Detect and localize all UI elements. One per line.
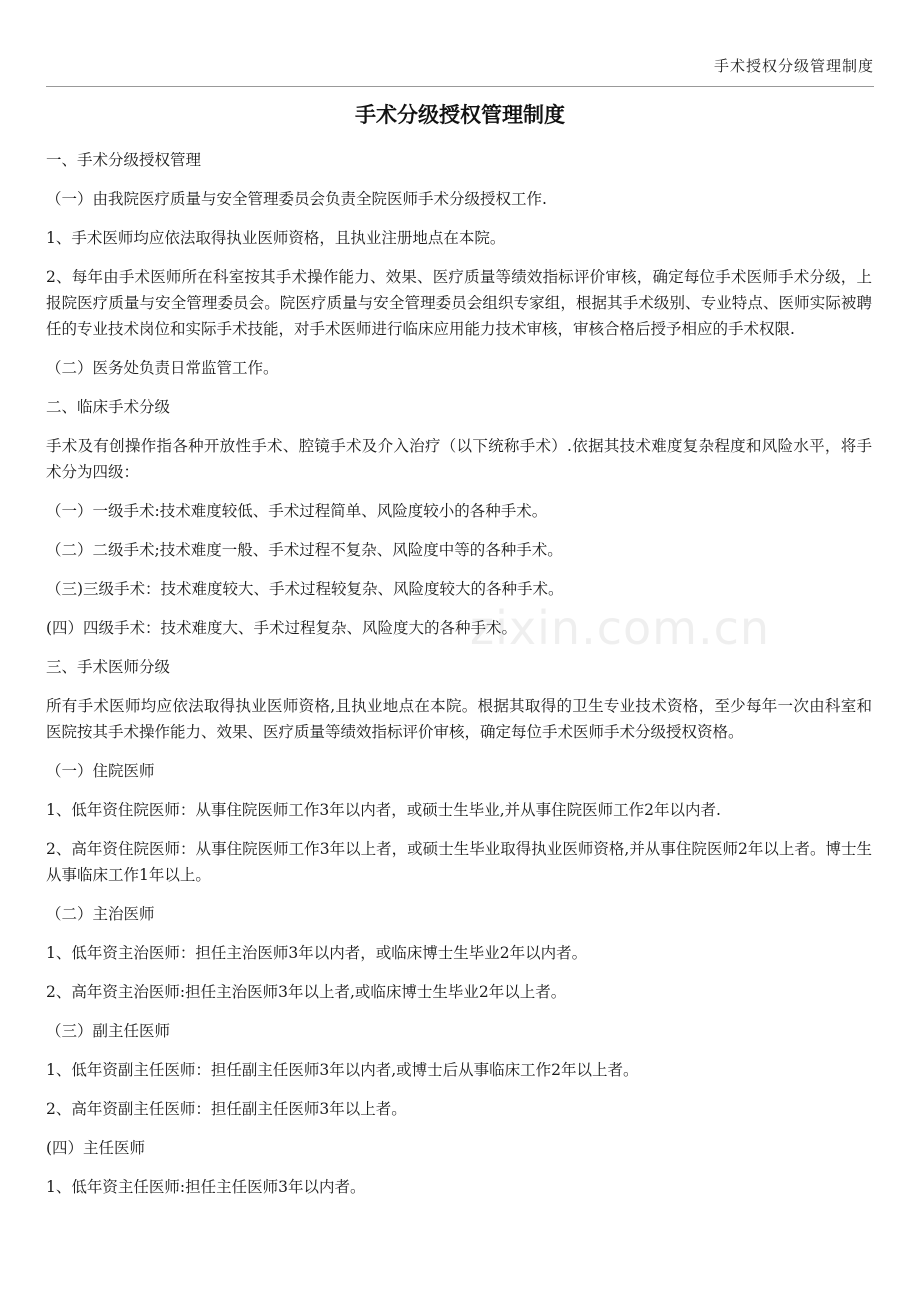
paragraph: 1、手术医师均应依法取得执业医师资格，且执业注册地点在本院。: [46, 229, 506, 247]
paragraph: 1、低年资主任医师:担任主任医师3年以内者。: [46, 1178, 366, 1196]
paragraph: (四）四级手术：技术难度大、手术过程复杂、风险度大的各种手术。: [46, 619, 518, 637]
subsection-heading: （一）住院医师: [46, 762, 155, 780]
paragraph: （二）医务处负责日常监管工作。: [46, 359, 279, 377]
subsection-heading: (四）主任医师: [46, 1139, 146, 1157]
running-header: 手术授权分级管理制度: [713, 57, 874, 75]
paragraph: 2、高年资住院医师：从事住院医师工作3年以上者，或硕士生毕业取得执业医师资格,并从事住院医师2年以上者。博士生从事临床工作1年以上。: [46, 840, 872, 884]
subsection-heading: （三）副主任医师: [46, 1022, 171, 1040]
subsection-heading: （二）主治医师: [46, 905, 155, 923]
paragraph: 所有手术医师均应依法取得执业医师资格,且执业地点在本院。根据其取得的卫生专业技术资格，至少每年一次由科室和医院按其手术操作能力、效果、医疗质量等绩效指标评价审核，确定每位手术医师手术分级授权资格。: [46, 697, 872, 741]
document-title: 手术分级授权管理制度: [355, 103, 565, 127]
paragraph: 2、每年由手术医师所在科室按其手术操作能力、效果、医疗质量等绩效指标评价审核，确定每位手术医师手术分级，上报院医疗质量与安全管理委员会。院医疗质量与安全管理委员会组织专家组，根据其手术级别、专业特点、医师实际被聘任的专业技术岗位和实际手术技能，对手术医师进行临床应用能力技术审核，审核合格后授予相应的手术权限.: [46, 268, 872, 338]
section-heading: 三、手术医师分级: [46, 658, 171, 676]
paragraph: （三)三级手术：技术难度较大、手术过程较复杂、风险度较大的各种手术。: [46, 580, 564, 598]
paragraph: （一）由我院医疗质量与安全管理委员会负责全院医师手术分级授权工作.: [46, 190, 547, 208]
section-heading: 二、临床手术分级: [46, 398, 171, 416]
paragraph: （一）一级手术:技术难度较低、手术过程简单、风险度较小的各种手术。: [46, 502, 548, 520]
watermark: zixin.com.cn: [470, 601, 771, 655]
paragraph: 手术及有创操作指各种开放性手术、腔镜手术及介入治疗（以下统称手术）.依据其技术难度复杂程度和风险水平，将手术分为四级：: [46, 437, 872, 481]
paragraph: （二）二级手术;技术难度一般、手术过程不复杂、风险度中等的各种手术。: [46, 541, 563, 559]
paragraph: 1、低年资住院医师：从事住院医师工作3年以内者，或硕士生毕业,并从事住院医师工作2年以内者.: [46, 801, 721, 819]
paragraph: 1、低年资主治医师：担任主治医师3年以内者，或临床博士生毕业2年以内者。: [46, 944, 588, 962]
section-heading: 一、手术分级授权管理: [46, 151, 202, 169]
paragraph: 2、高年资主治医师:担任主治医师3年以上者,或临床博士生毕业2年以上者。: [46, 983, 567, 1001]
header-rule: [46, 86, 874, 87]
paragraph: 1、低年资副主任医师：担任副主任医师3年以内者,或博士后从事临床工作2年以上者。: [46, 1061, 639, 1079]
paragraph: 2、高年资副主任医师：担任副主任医师3年以上者。: [46, 1100, 407, 1118]
document-body: [46, 147, 872, 1213]
